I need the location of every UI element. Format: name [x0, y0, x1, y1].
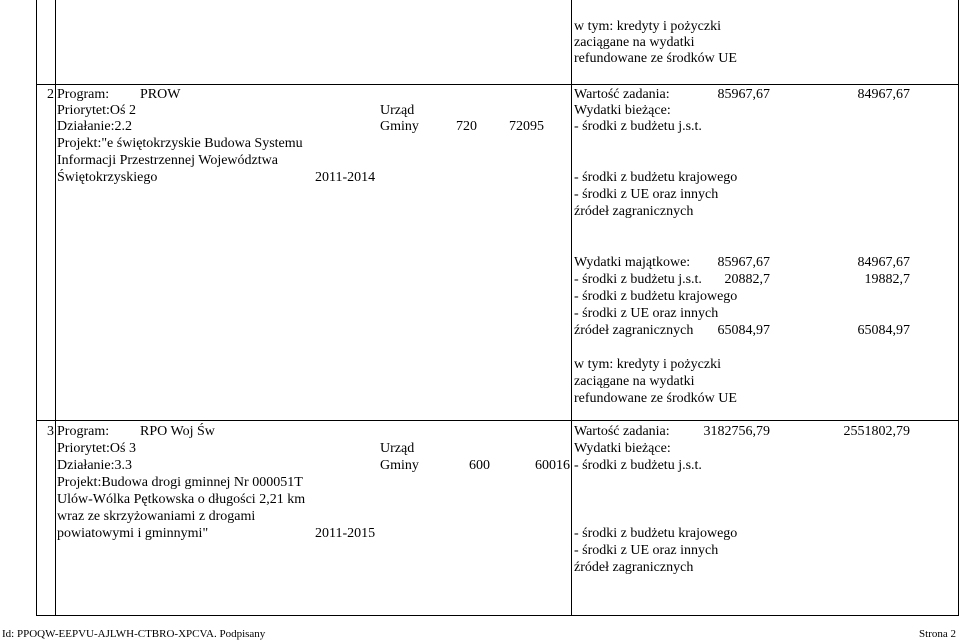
row2-biezace-label: Wydatki bieżące: — [574, 103, 671, 118]
row2-ue-v1: 65084,97 — [717, 323, 770, 338]
grid-line-lp — [55, 0, 56, 616]
grid-line-row3 — [36, 420, 958, 421]
row2-majatkowe-srodki-ue-2: źródeł zagranicznych — [574, 323, 694, 338]
row3-projekt-line-2: Ulów-Wólka Pętkowska o długości 2,21 km — [57, 492, 306, 507]
row3-lp: 3 — [47, 424, 54, 439]
row3-srodki-jst: - środki z budżetu j.s.t. — [574, 458, 702, 473]
top-note-line-2: zaciągane na wydatki — [574, 35, 695, 50]
row2-priorytet: Priorytet:Oś 2 — [57, 103, 136, 118]
row2-dzialanie: Działanie:2.2 — [57, 119, 133, 134]
row2-majatkowe-v2: 84967,67 — [857, 255, 910, 270]
row2-projekt-line-1: Projekt:"e świętokrzyskie Budowa Systemu — [57, 136, 303, 151]
row3-dzialanie: Działanie:3.3 — [57, 458, 133, 473]
row3-projekt-line-1: Projekt:Budowa drogi gminnej Nr 000051T — [57, 475, 303, 490]
row2-jst-v1: 20882,7 — [724, 272, 770, 287]
row2-jednostka-line-2: Gminy — [380, 119, 419, 134]
row2-note-line-2: zaciągane na wydatki — [574, 374, 695, 389]
grid-line-left — [36, 0, 37, 616]
row2-note-line-1: w tym: kredyty i pożyczki — [574, 357, 721, 372]
row2-wartosc-label: Wartość zadania: — [574, 87, 670, 102]
row2-ue-v2: 65084,97 — [857, 323, 910, 338]
row2-program-label: Program: — [57, 87, 110, 102]
footer-document-id: Id: PPOQW-EEPVU-AJLWH-CTBRO-XPCVA. Podpisany — [2, 628, 266, 640]
row2-lp: 2 — [47, 87, 54, 102]
row2-projekt-line-2: Informacji Przestrzennej Województwa — [57, 153, 278, 168]
row2-okres: 2011-2014 — [315, 170, 376, 185]
grid-line-opis — [571, 0, 572, 616]
row2-projekt-line-3: Świętokrzyskiego — [57, 170, 158, 185]
row2-rozdzial: 72095 — [509, 119, 544, 134]
top-note-line-3: refundowane ze środków UE — [574, 51, 737, 66]
row3-srodki-kraj: - środki z budżetu krajowego — [574, 526, 738, 541]
top-note-line-1: w tym: kredyty i pożyczki — [574, 19, 721, 34]
row2-majatkowe-srodki-ue-1: - środki z UE oraz innych — [574, 306, 719, 321]
row2-dzial: 720 — [456, 119, 477, 134]
row3-jednostka-line-2: Gminy — [380, 458, 419, 473]
row3-program-value: RPO Woj Św — [140, 424, 215, 439]
row2-majatkowe-v1: 85967,67 — [717, 255, 770, 270]
row2-biezace-srodki-kraj: - środki z budżetu krajowego — [574, 170, 738, 185]
row3-dzial: 600 — [469, 458, 490, 473]
row3-rozdzial: 60016 — [535, 458, 570, 473]
row3-priorytet: Priorytet:Oś 3 — [57, 441, 136, 456]
row3-jednostka-line-1: Urząd — [380, 441, 415, 456]
row2-note-line-3: refundowane ze środków UE — [574, 391, 737, 406]
footer-page-number: Strona 2 — [919, 628, 956, 640]
row2-program-value: PROW — [140, 87, 181, 102]
row2-biezace-srodki-ue-2: źródeł zagranicznych — [574, 204, 694, 219]
row3-wartosc-label: Wartość zadania: — [574, 424, 670, 439]
row3-srodki-ue-1: - środki z UE oraz innych — [574, 543, 719, 558]
row2-wartosc-v2: 84967,67 — [857, 87, 910, 102]
row2-biezace-srodki-ue-1: - środki z UE oraz innych — [574, 187, 719, 202]
grid-line-bottom — [36, 615, 958, 616]
grid-line-right — [958, 0, 959, 616]
row2-majatkowe-srodki-jst: - środki z budżetu j.s.t. — [574, 272, 702, 287]
row3-wartosc-v2: 2551802,79 — [843, 424, 910, 439]
row2-majatkowe-label: Wydatki majątkowe: — [574, 255, 691, 270]
row2-jst-v2: 19882,7 — [864, 272, 910, 287]
row3-projekt-line-4: powiatowymi i gminnymi" — [57, 526, 209, 541]
row2-jednostka-line-1: Urząd — [380, 103, 415, 118]
row3-wartosc-v1: 3182756,79 — [703, 424, 770, 439]
row2-biezace-srodki-jst: - środki z budżetu j.s.t. — [574, 119, 702, 134]
grid-line-row2 — [36, 84, 958, 85]
row3-biezace-label: Wydatki bieżące: — [574, 441, 671, 456]
row2-wartosc-v1: 85967,67 — [717, 87, 770, 102]
row3-projekt-line-3: wraz ze skrzyżowaniami z drogami — [57, 509, 256, 524]
row3-srodki-ue-2: źródeł zagranicznych — [574, 560, 694, 575]
row3-okres: 2011-2015 — [315, 526, 376, 541]
row3-program-label: Program: — [57, 424, 110, 439]
row2-majatkowe-srodki-kraj: - środki z budżetu krajowego — [574, 289, 738, 304]
